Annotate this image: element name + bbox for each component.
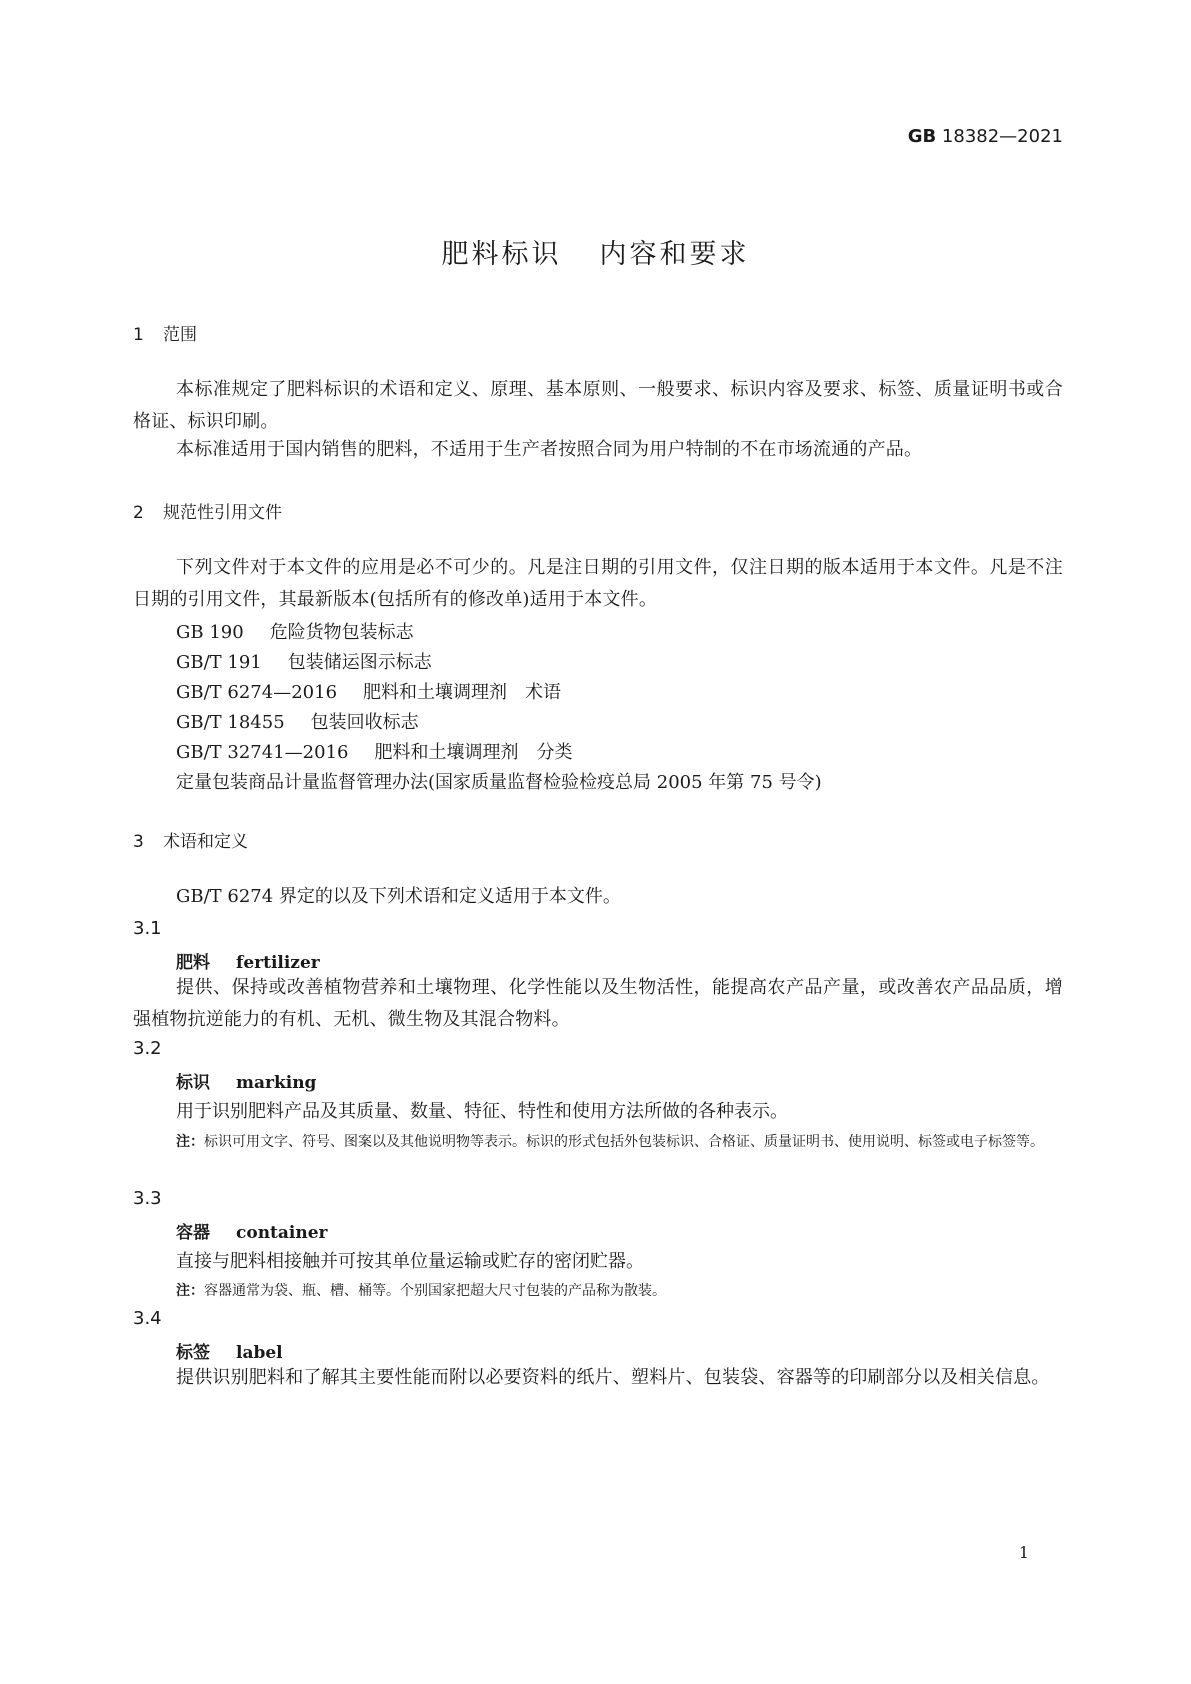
section-number: 3 <box>133 832 144 852</box>
reference-code: GB/T 18455 <box>176 712 285 733</box>
reference-item <box>176 678 561 704</box>
note-label: 注： <box>176 1134 204 1150</box>
section-title: 术语和定义 <box>163 832 248 852</box>
term-zh: 标识 <box>176 1073 210 1093</box>
term-note <box>176 1277 1089 1305</box>
term-number: 3.2 <box>133 1038 162 1059</box>
section-1-paragraph-1: 本标准规定了肥料标识的术语和定义、原理、基本原则、一般要求、标识内容及要求、标签、质量证明书或合格证、标识印刷。 <box>133 379 1063 432</box>
term-definition: 提供、保持或改善植物营养和土壤物理、化学性能以及生物活性，能提高农产品产量，或改善农产品品质，增强植物抗逆能力的有机、无机、微生物及其混合物料。 <box>133 977 1063 1030</box>
term-heading <box>176 1218 328 1243</box>
section-3-heading <box>133 827 248 852</box>
term-definition: 直接与肥料相接触并可按其单位量运输或贮存的密闭贮器。 <box>176 1251 644 1272</box>
term-heading <box>176 1338 283 1363</box>
note-label: 注： <box>176 1283 204 1299</box>
term-zh: 标签 <box>176 1343 210 1363</box>
section-3-intro: GB/T 6274 界定的以及下列术语和定义适用于本文件。 <box>176 886 621 907</box>
title-part-1: 肥料标识 <box>441 239 562 270</box>
note-text: 标识可用文字、符号、图案以及其他说明物等表示。标识的形式包括外包装标识、合格证、质量证明书、使用说明、标签或电子标签等。 <box>204 1134 1044 1150</box>
term-en: label <box>236 1343 283 1363</box>
reference-name: 危险货物包装标志 <box>269 622 414 643</box>
reference-item <box>176 738 572 764</box>
reference-item-regulation: 定量包装商品计量监督管理办法(国家质量监督检验检疫总局 2005 年第 75 号令) <box>176 772 822 793</box>
section-title: 规范性引用文件 <box>163 503 282 523</box>
term-definition: 提供识别肥料和了解其主要性能而附以必要资料的纸片、塑料片、包装袋、容器等的印刷部分以及相关信息。 <box>176 1367 1050 1388</box>
note-text: 容器通常为袋、瓶、槽、桶等。个别国家把超大尺寸包装的产品称为散装。 <box>204 1283 666 1299</box>
term-heading <box>176 1068 316 1093</box>
term-zh: 容器 <box>176 1223 210 1243</box>
reference-item <box>176 708 419 734</box>
section-2-heading <box>133 498 282 523</box>
title-part-2: 内容和要求 <box>599 239 750 270</box>
reference-code: GB/T 191 <box>176 652 262 673</box>
reference-name: 肥料和土壤调理剂 术语 <box>363 682 562 703</box>
reference-name: 包装回收标志 <box>310 712 419 733</box>
section-2-paragraph: 下列文件对于本文件的应用是必不可少的。凡是注日期的引用文件，仅注日期的版本适用于本文件。凡是不注日期的引用文件，其最新版本(包括所有的修改单)适用于本文件。 <box>133 557 1063 610</box>
reference-name: 肥料和土壤调理剂 分类 <box>374 742 573 763</box>
term-note <box>176 1128 1089 1156</box>
standard-prefix: GB <box>907 126 937 147</box>
reference-item <box>176 648 432 674</box>
section-number: 2 <box>133 503 144 523</box>
term-en: marking <box>236 1073 317 1093</box>
reference-code: GB/T 6274—2016 <box>176 682 338 703</box>
standard-number: 18382—2021 <box>941 126 1063 147</box>
section-1-paragraph-2: 本标准适用于国内销售的肥料，不适用于生产者按照合同为用户特制的不在市场流通的产品。 <box>176 439 923 460</box>
term-en: container <box>236 1223 328 1243</box>
section-title: 范围 <box>163 325 197 345</box>
term-definition: 用于识别肥料产品及其质量、数量、特征、特性和使用方法所做的各种表示。 <box>176 1101 788 1122</box>
term-heading <box>176 948 320 973</box>
page-number: 1 <box>1018 1543 1029 1562</box>
term-number: 3.3 <box>133 1188 162 1209</box>
standard-code <box>908 126 1063 147</box>
term-zh: 肥料 <box>176 953 210 973</box>
term-number: 3.4 <box>133 1308 162 1329</box>
reference-code: GB 190 <box>176 622 244 643</box>
reference-item <box>176 618 414 644</box>
section-number: 1 <box>133 325 144 345</box>
term-en: fertilizer <box>236 953 320 973</box>
reference-code: GB/T 32741—2016 <box>176 742 349 763</box>
document-title <box>0 232 1191 271</box>
section-1-heading <box>133 320 197 345</box>
reference-name: 包装储运图示标志 <box>287 652 432 673</box>
term-number: 3.1 <box>133 918 162 939</box>
